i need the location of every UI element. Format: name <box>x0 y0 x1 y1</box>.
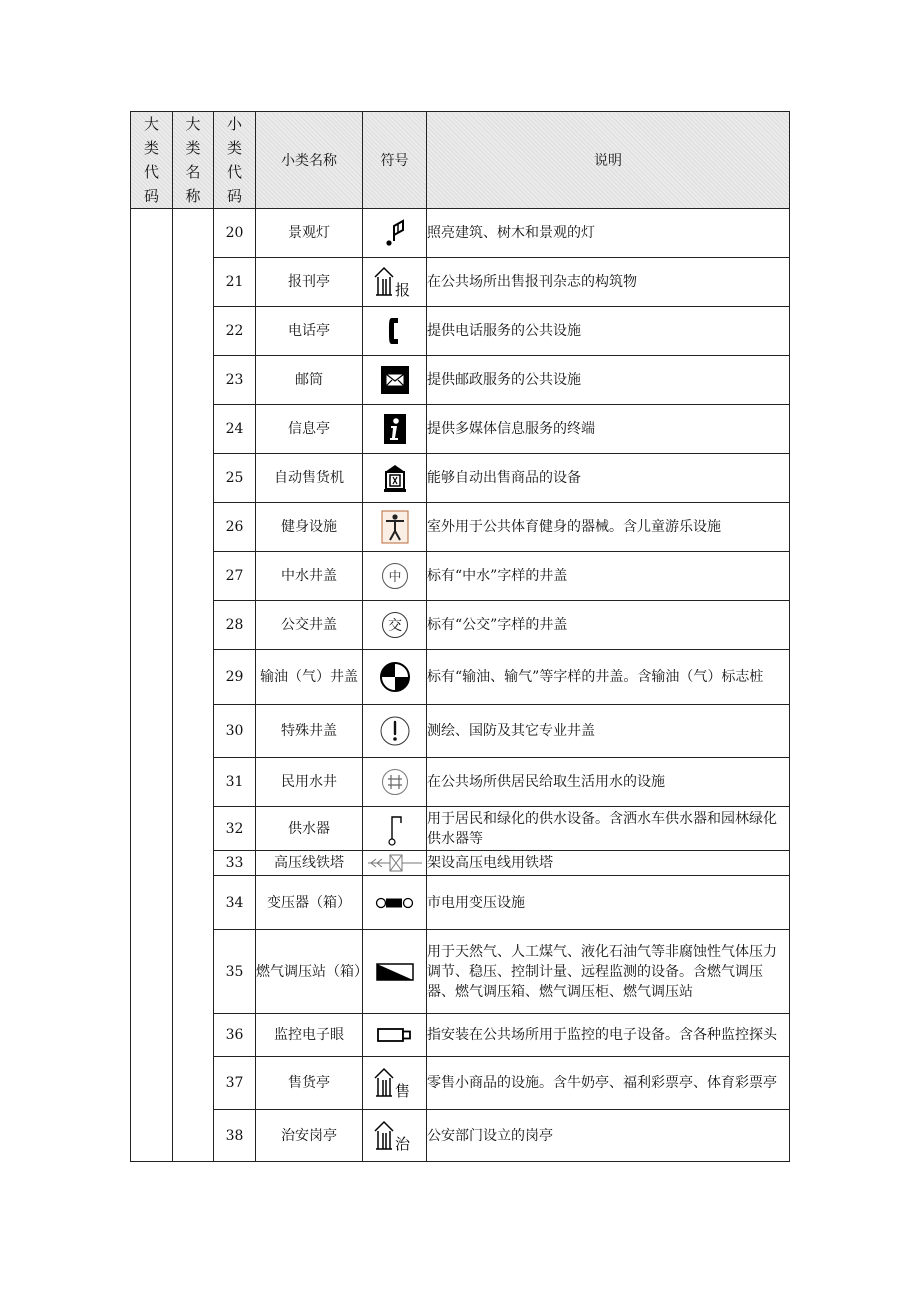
minor-code: 24 <box>214 405 256 454</box>
minor-code: 28 <box>214 601 256 650</box>
minor-code: 32 <box>214 807 256 851</box>
minor-name: 公交井盖 <box>256 601 363 650</box>
oil-gas-cover-icon <box>363 661 426 693</box>
description: 市电用变压设施 <box>427 876 790 930</box>
minor-name: 健身设施 <box>256 503 363 552</box>
minor-code: 34 <box>214 876 256 930</box>
header-major-code: 大类代码 <box>131 112 173 209</box>
major-name-cell <box>173 209 214 1162</box>
description: 用于天然气、人工煤气、液化石油气等非腐蚀性气体压力调节、稳压、控制计量、远程监测的设备。含燃气调压器、燃气调压箱、燃气调压柜、燃气调压站 <box>427 930 790 1014</box>
description: 标有“输油、输气”等字样的井盖。含输油（气）标志桩 <box>427 650 790 705</box>
minor-code: 29 <box>214 650 256 705</box>
special-cover-icon <box>363 715 426 747</box>
minor-code: 27 <box>214 552 256 601</box>
gas-regulator-icon <box>363 961 426 983</box>
description: 照亮建筑、树木和景观的灯 <box>427 209 790 258</box>
minor-name: 报刊亭 <box>256 258 363 307</box>
table-row <box>131 552 790 601</box>
mailbox-envelope-icon <box>363 365 426 395</box>
minor-code: 22 <box>214 307 256 356</box>
table-row <box>131 258 790 307</box>
cctv-camera-icon <box>363 1026 426 1044</box>
minor-name: 民用水井 <box>256 758 363 807</box>
description: 提供多媒体信息服务的终端 <box>427 405 790 454</box>
minor-name: 燃气调压站（箱） <box>256 930 363 1014</box>
fitness-person-icon <box>363 510 426 544</box>
minor-code: 35 <box>214 930 256 1014</box>
minor-name: 电话亭 <box>256 307 363 356</box>
table-row <box>131 650 790 705</box>
symbol-table <box>130 111 790 1162</box>
description: 标有“公交”字样的井盖 <box>427 601 790 650</box>
minor-code: 23 <box>214 356 256 405</box>
pylon-icon <box>363 853 426 873</box>
vending-machine-icon <box>363 463 426 493</box>
description: 架设高压电线用铁塔 <box>427 851 790 876</box>
landscape-lamp-icon <box>363 216 426 250</box>
minor-name: 供水器 <box>256 807 363 851</box>
description: 用于居民和绿化的供水设备。含洒水车供水器和园林绿化供水器等 <box>427 807 790 851</box>
symbol-label: 交 <box>387 618 402 634</box>
minor-code: 21 <box>214 258 256 307</box>
header-row <box>131 112 790 209</box>
description: 室外用于公共体育健身的器械。含儿童游乐设施 <box>427 503 790 552</box>
description: 测绘、国防及其它专业井盖 <box>427 705 790 758</box>
table-row <box>131 454 790 503</box>
minor-name: 景观灯 <box>256 209 363 258</box>
table-row <box>131 601 790 650</box>
kiosk-icon <box>363 1066 426 1100</box>
description: 在公共场所出售报刊杂志的构筑物 <box>427 258 790 307</box>
header-minor-code: 小类代码 <box>214 112 256 209</box>
minor-code: 38 <box>214 1110 256 1162</box>
minor-code: 37 <box>214 1057 256 1110</box>
symbol-label: 报 <box>394 281 410 299</box>
description: 在公共场所供居民给取生活用水的设施 <box>427 758 790 807</box>
transformer-icon <box>363 895 426 911</box>
major-code-cell <box>131 209 173 1162</box>
police-booth-icon <box>363 1119 426 1153</box>
minor-name: 售货亭 <box>256 1057 363 1110</box>
minor-code: 20 <box>214 209 256 258</box>
symbol-label: 售 <box>394 1082 410 1100</box>
minor-name: 邮筒 <box>256 356 363 405</box>
symbol-label: 中 <box>387 570 402 585</box>
description: 提供邮政服务的公共设施 <box>427 356 790 405</box>
minor-name: 治安岗亭 <box>256 1110 363 1162</box>
table-row <box>131 209 790 258</box>
minor-name: 高压线铁塔 <box>256 851 363 876</box>
table-row <box>131 1057 790 1110</box>
header-minor-name: 小类名称 <box>256 112 363 209</box>
table-row <box>131 356 790 405</box>
minor-name: 变压器（箱） <box>256 876 363 930</box>
table-row <box>131 1110 790 1162</box>
minor-code: 26 <box>214 503 256 552</box>
table-row <box>131 758 790 807</box>
reclaimed-water-cover-icon <box>363 561 426 591</box>
minor-code: 36 <box>214 1014 256 1057</box>
description: 标有“中水”字样的井盖 <box>427 552 790 601</box>
telephone-icon <box>363 314 426 348</box>
description: 指安装在公共场所用于监控的电子设备。含各种监控探头 <box>427 1014 790 1057</box>
description: 提供电话服务的公共设施 <box>427 307 790 356</box>
info-kiosk-icon <box>363 413 426 445</box>
transit-cover-icon <box>363 610 426 640</box>
minor-name: 特殊井盖 <box>256 705 363 758</box>
minor-name: 监控电子眼 <box>256 1014 363 1057</box>
table-row <box>131 307 790 356</box>
header-description: 说明 <box>427 112 790 209</box>
minor-code: 33 <box>214 851 256 876</box>
minor-code: 25 <box>214 454 256 503</box>
table-row <box>131 503 790 552</box>
header-major-name: 大类名称 <box>173 112 214 209</box>
minor-name: 中水井盖 <box>256 552 363 601</box>
table-row <box>131 1014 790 1057</box>
civil-well-icon <box>363 767 426 797</box>
minor-code: 30 <box>214 705 256 758</box>
table-row <box>131 807 790 851</box>
minor-name: 输油（气）井盖 <box>256 650 363 705</box>
table-row <box>131 930 790 1014</box>
table-row <box>131 851 790 876</box>
symbol-label: 治 <box>394 1134 410 1153</box>
water-supply-icon <box>363 812 426 846</box>
newsstand-icon <box>363 265 426 299</box>
minor-name: 自动售货机 <box>256 454 363 503</box>
table-row <box>131 705 790 758</box>
header-symbol: 符号 <box>363 112 427 209</box>
description: 公安部门设立的岗亭 <box>427 1110 790 1162</box>
description: 零售小商品的设施。含牛奶亭、福利彩票亭、体育彩票亭 <box>427 1057 790 1110</box>
table-row <box>131 876 790 930</box>
table-row <box>131 405 790 454</box>
minor-name: 信息亭 <box>256 405 363 454</box>
minor-code: 31 <box>214 758 256 807</box>
description: 能够自动出售商品的设备 <box>427 454 790 503</box>
